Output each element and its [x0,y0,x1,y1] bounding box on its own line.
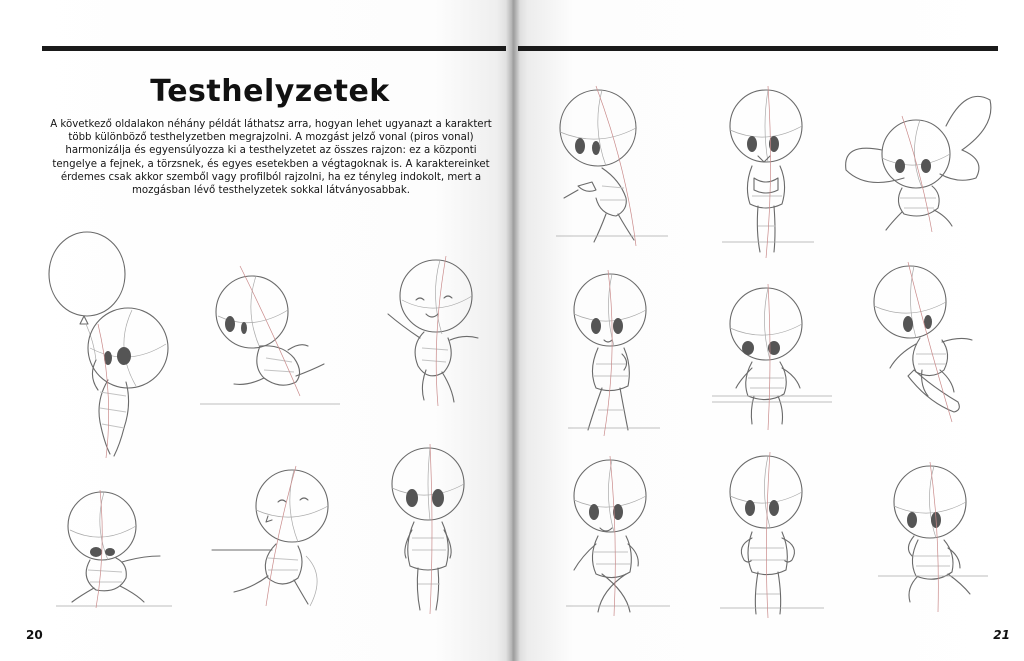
sketch-running [200,266,340,406]
page-number-right: 21 [993,628,1010,642]
top-rule-bar [42,46,506,51]
sketch-crouching [56,490,172,610]
right-page [512,0,1024,661]
sketch-holding-pot [722,86,814,258]
sketch-balloon [44,232,184,460]
book-gutter [506,0,520,661]
page-title: Testhelyzetek [150,74,390,109]
sketch-standing-hands [568,270,660,436]
page-number-left: 20 [26,628,43,642]
sketch-jump-rope [206,466,356,612]
sketch-fairy [842,86,996,232]
sketch-skateboard [868,262,984,422]
sketch-seated-side [878,462,988,612]
sketch-watering-can [556,86,668,246]
sketch-hands-on-hips [720,452,824,618]
intro-paragraph: A következő oldalakon néhány példát láthatsz arra, hogyan lehet ugyanazt a karaktert több különböző testhelyzetben megrajzolni. A mozgást jelző vonal (piros vonal) harmonizálja és egyensúlyozza ki a testhelyzetet az összes rajzon: ez a központi tengelye a fejnek, a törzsnek, és egyes esetekben a végtagoknak is. A karaktereinket érdemes csak akkor szemből vagy profilból rajzolni, ha ez tényleg indokolt, mert a mozgásban lévő testhelyzetek sokkal látványosabbak. [50,119,492,197]
sketch-sitting [712,284,832,430]
sketch-crossed-legs [566,456,670,616]
sketch-standing [382,444,478,614]
sketch-jumping [380,256,500,406]
top-rule-bar [518,46,998,51]
